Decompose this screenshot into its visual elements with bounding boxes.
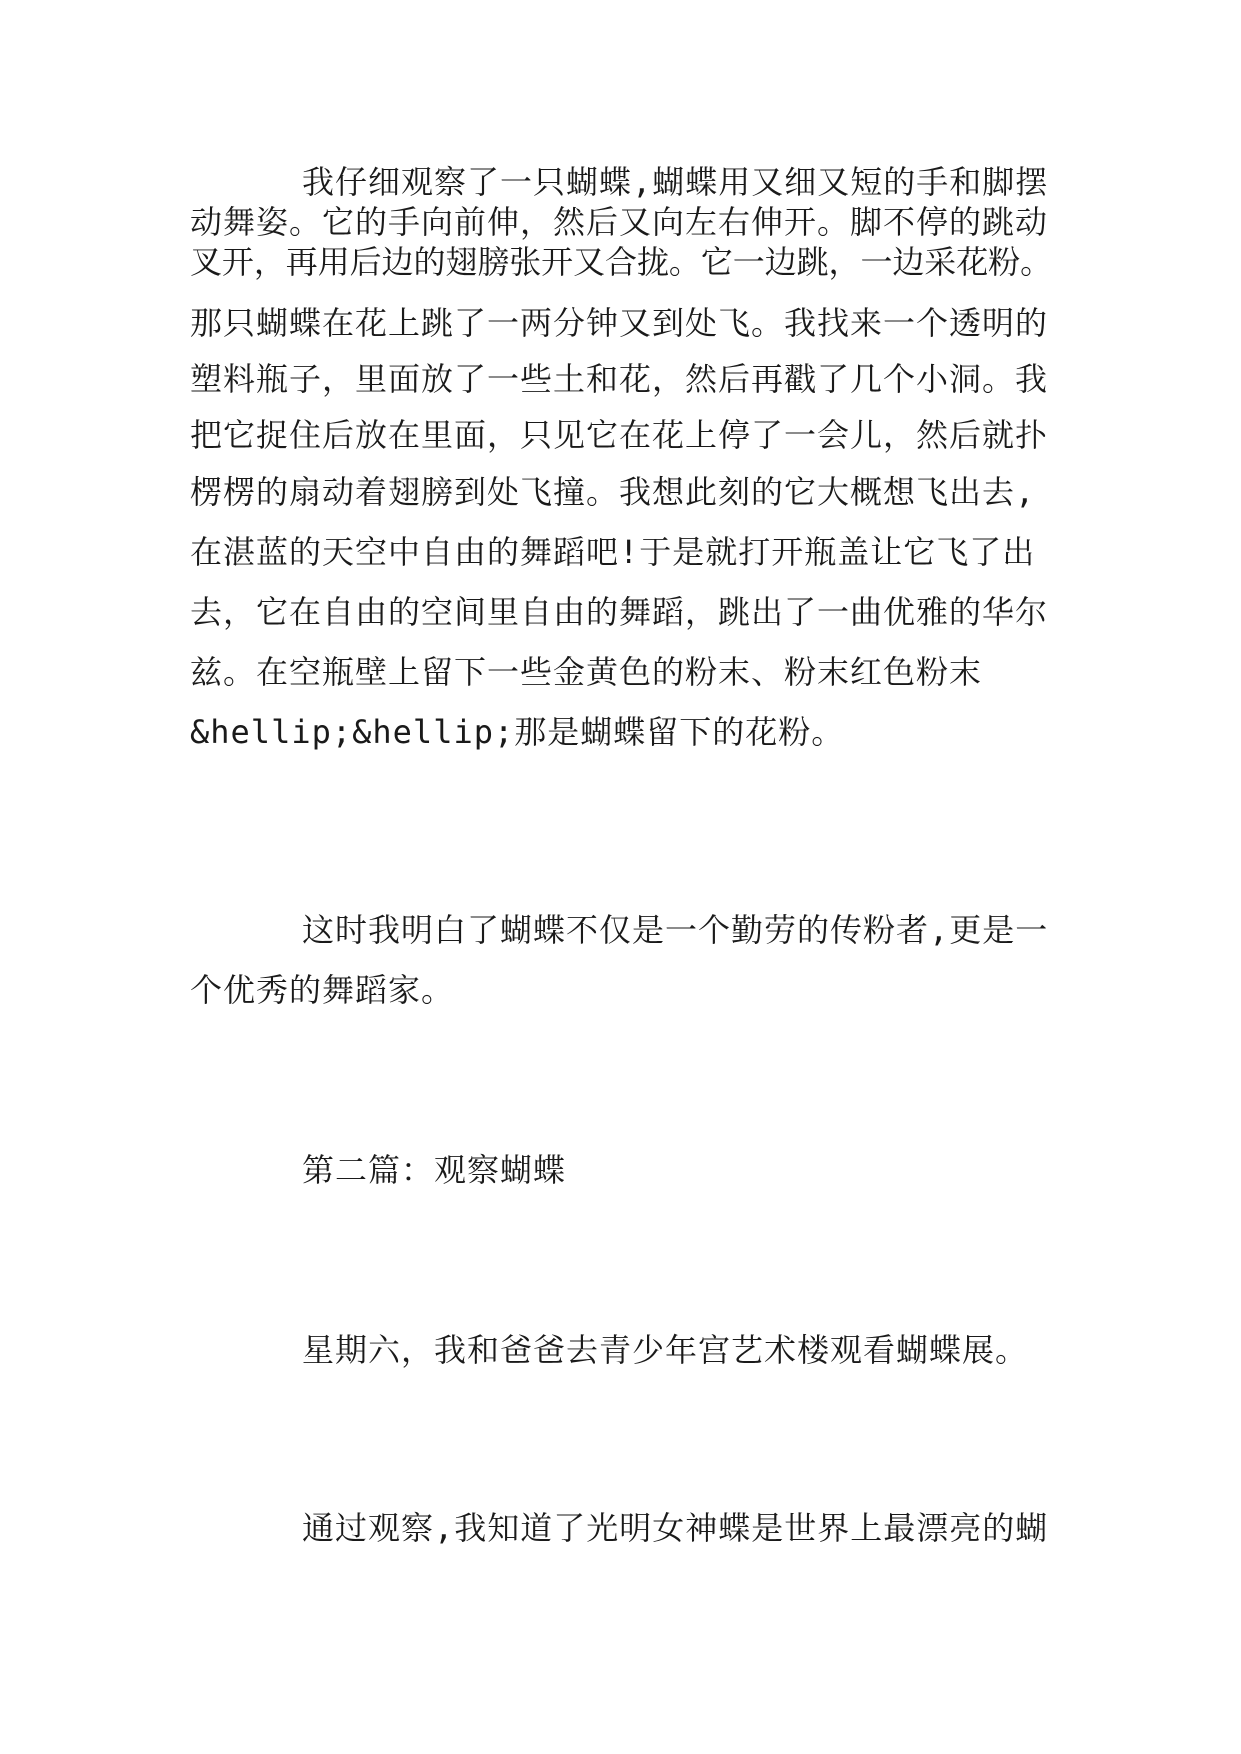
paragraph-1-line: 我仔细观察了一只蝴蝶,蝴蝶用又细又短的手和脚摆 xyxy=(302,163,1049,201)
paragraph-2-line: 这时我明白了蝴蝶不仅是一个勤劳的传粉者,更是一 xyxy=(302,911,1049,949)
paragraph-4: 通过观察,我知道了光明女神蝶是世界上最漂亮的蝴 xyxy=(302,1509,1049,1547)
paragraph-1-line: 在湛蓝的天空中自由的舞蹈吧!于是就打开瓶盖让它飞了出 xyxy=(190,533,1036,571)
paragraph-1-line: 塑料瓶子，里面放了一些土和花，然后再戳了几个小洞。我 xyxy=(190,360,1049,398)
paragraph-1-line: 把它捉住后放在里面，只见它在花上停了一会儿，然后就扑 xyxy=(190,416,1049,454)
paragraph-1-line: 去，它在自由的空间里自由的舞蹈，跳出了一曲优雅的华尔 xyxy=(190,593,1049,631)
paragraph-1-line: 兹。在空瓶壁上留下一些金黄色的粉末、粉末红色粉末 xyxy=(190,653,983,691)
paragraph-2-line: 个优秀的舞蹈家。 xyxy=(190,971,455,1009)
paragraph-1-line: &hellip;&hellip;那是蝴蝶留下的花粉。 xyxy=(190,713,845,751)
paragraph-3: 星期六，我和爸爸去青少年宫艺术楼观看蝴蝶展。 xyxy=(302,1331,1029,1369)
paragraph-1-line: 那只蝴蝶在花上跳了一两分钟又到处飞。我找来一个透明的 xyxy=(190,304,1049,342)
paragraph-1-line: 楞楞的扇动着翅膀到处飞撞。我想此刻的它大概想飞出去, xyxy=(190,473,1036,511)
paragraph-1-line: 叉开，再用后边的翅膀张开又合拢。它一边跳，一边采花粉。 xyxy=(190,243,1053,281)
section-heading: 第二篇：观察蝴蝶 xyxy=(302,1151,567,1189)
paragraph-1-line: 动舞姿。它的手向前伸，然后又向左右伸开。脚不停的跳动 xyxy=(190,203,1049,241)
